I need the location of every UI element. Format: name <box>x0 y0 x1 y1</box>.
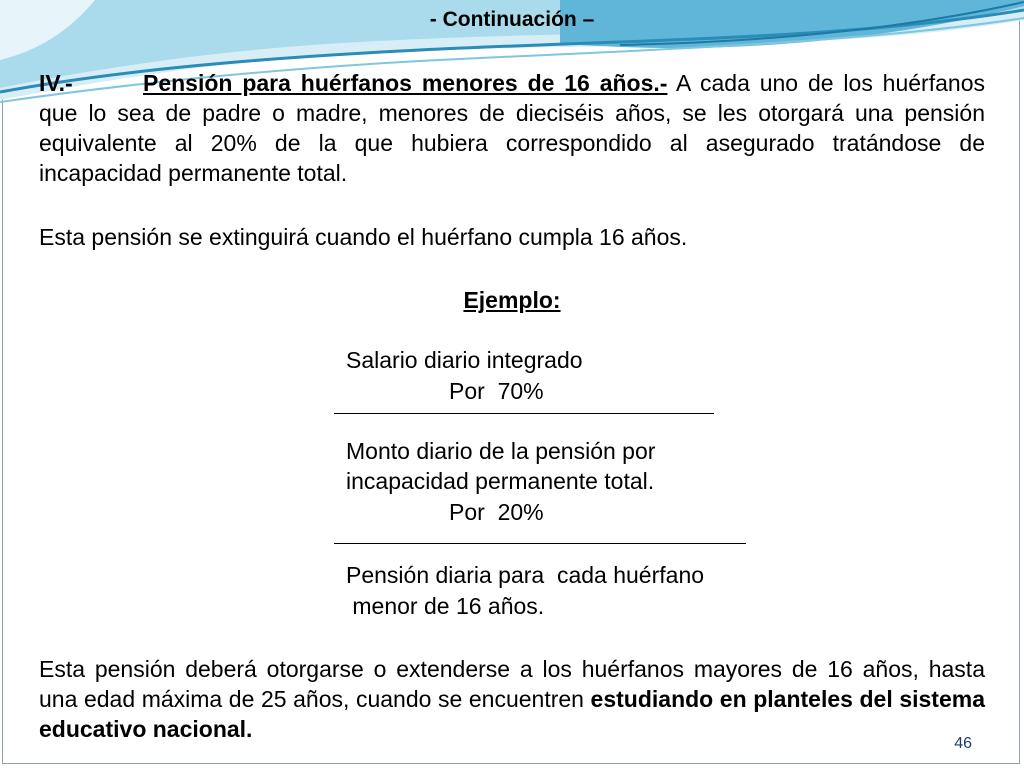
section-numeral: IV.- <box>39 70 73 96</box>
section-heading: Pensión para huérfanos menores de 16 años.- <box>143 70 668 96</box>
closing-bold-text: estudiando en planteles del sistema educativo nacional. <box>39 686 985 742</box>
calc-divider-2 <box>334 543 746 544</box>
example-line-under-16: menor de 16 años. <box>346 593 545 619</box>
calc-divider-1 <box>334 413 714 414</box>
slide-header: - Continuación – <box>429 8 595 31</box>
example-line-monthly-amount: Monto diario de la pensión por <box>346 438 656 464</box>
section-paragraph <box>39 68 985 188</box>
example-line-daily-pension: Pensión diaria para cada huérfano <box>346 562 705 588</box>
page-number: 46 <box>954 735 972 752</box>
example-line-percent-70: Por 70% <box>449 378 544 404</box>
extinction-note: Esta pensión se extinguirá cuando el huérfano cumpla 16 años. <box>39 224 688 250</box>
example-line-salary: Salario diario integrado <box>346 347 583 373</box>
closing-text: Esta pensión deberá otorgarse o extenderse a los huérfanos mayores de 16 años, hasta una edad máxima de 25 años, cuando se encuentren <box>39 656 985 712</box>
example-title: Ejemplo: <box>463 287 561 313</box>
example-line-incapacity: incapacidad permanente total. <box>346 468 655 494</box>
section-body: A cada uno de los huérfanos que lo sea de padre o madre, menores de dieciséis años, se les otorgará una pensión equivalente al 20% de la que hubiera correspondido al asegurado tratándose de incapacidad permanente total. <box>39 70 985 186</box>
example-line-percent-20: Por 20% <box>449 499 544 525</box>
closing-paragraph <box>39 654 985 744</box>
